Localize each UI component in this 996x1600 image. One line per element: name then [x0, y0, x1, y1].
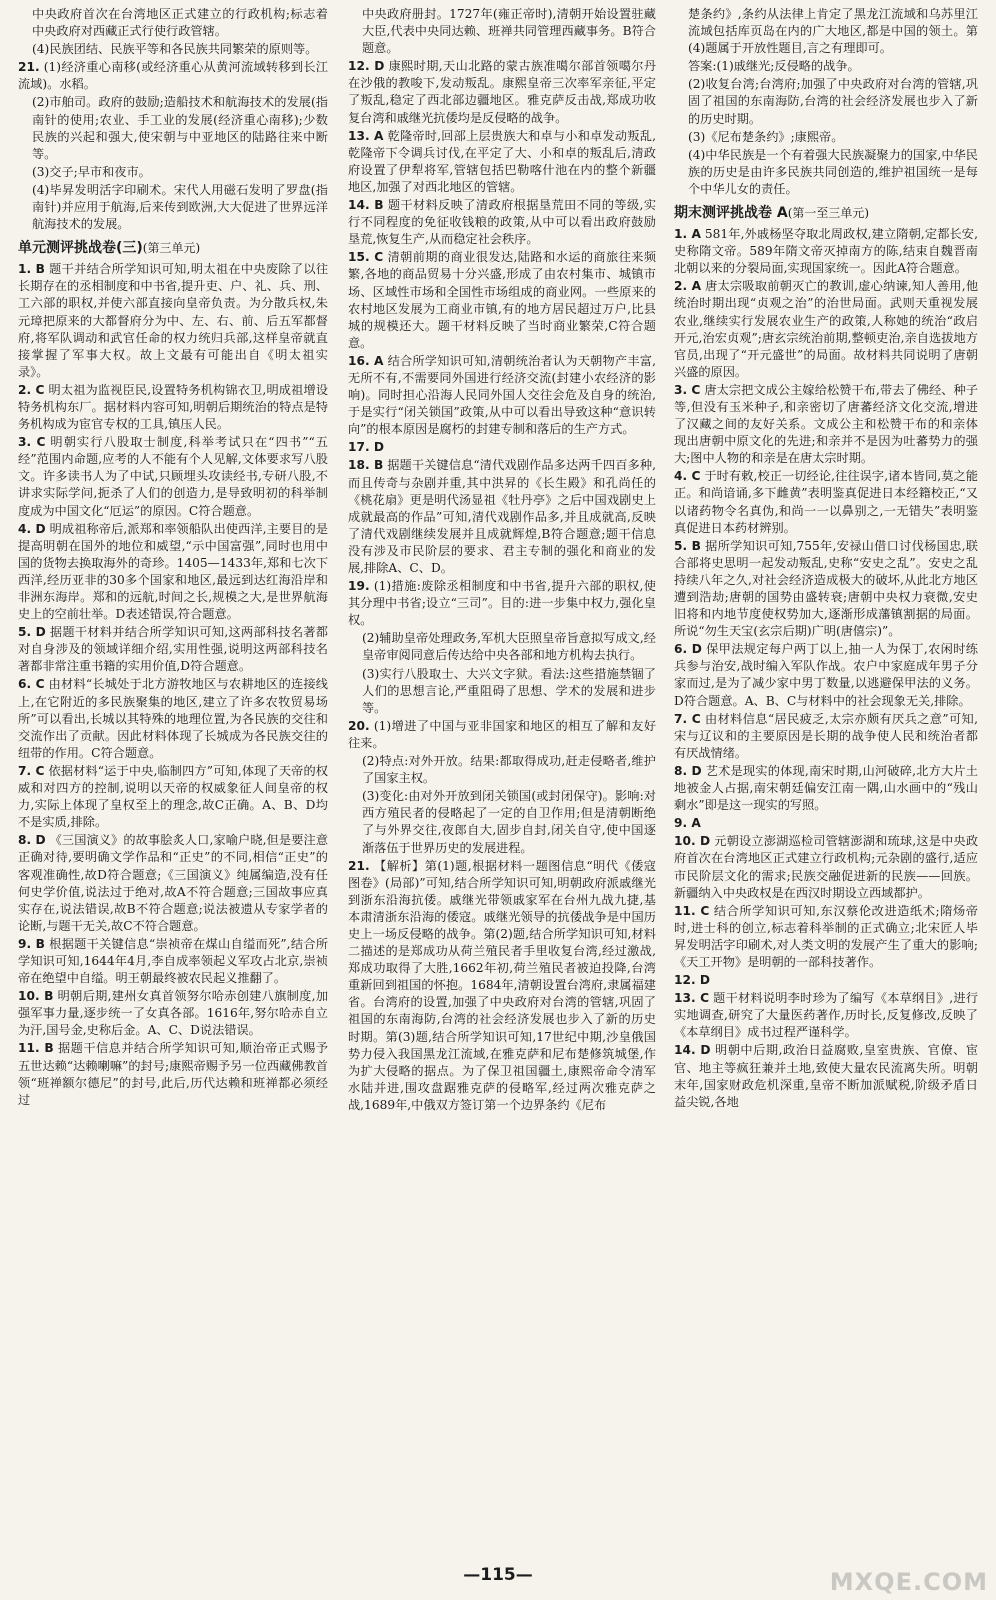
answer-item	[674, 641, 978, 709]
answer-item	[18, 59, 328, 93]
question-number: 9. A	[674, 816, 701, 831]
question-number: 12. D	[348, 59, 385, 74]
answer-text: 题干并结合所学知识可知,明太祖在中央废除了以往长期存在的丞相制度和中书省,提升吏、户、礼、兵、刑、工六部的职权,并使六部直接向皇帝负责。为分散兵权,朱元璋把原来的大都督府分为中、左、右、前、后五军都督府,将军队调动和武官任命的权力统归兵部,这样皇帝就直接掌握了军事大权。故上文最有可能出自《明太祖实录》。	[18, 262, 328, 379]
section-title: 单元测评挑战卷(三)	[18, 240, 143, 257]
answer-item	[674, 815, 978, 832]
question-number: 16. A	[348, 353, 384, 368]
question-number: 2. A	[674, 279, 702, 294]
answer-item	[348, 439, 656, 456]
answer-item	[348, 197, 656, 248]
answer-item	[18, 988, 328, 1039]
answer-text: 唐太宗把文成公主嫁给松赞干布,带去了佛经、种子等,但没有玉米种子,和亲密切了唐蕃经济文化交流,增进了汉藏之间的友好关系。文成公主和松赞干布的和亲体现出唐朝中原文化的先进;和亲并不是因为吐蕃势力的强大;图中人物的和亲是在唐太宗时期。	[674, 382, 978, 466]
answer-text: 根据题干关键信息“崇祯帝在煤山自缢而死”,结合所学知识可知,1644年4月,李自成率领起义军攻占北京,崇祯帝在绝望中自缢。明王朝最终被农民起义推翻了。	[18, 936, 328, 986]
question-number: 13. C	[674, 991, 710, 1006]
answer-item	[674, 833, 978, 901]
answer-text: (1)措施:废除丞相制度和中书省,提升六部的职权,使其分理中书省;设立“三司”。目的:进一步集中权力,强化皇权。	[348, 579, 656, 628]
column-left	[18, 6, 328, 1556]
answer-text: 题干材料反映了清政府根据垦荒田不同的等级,实行不同程度的免征收钱粮的政策,从中可以看出政府鼓励垦荒,恢复生产,从而稳定社会秩序。	[348, 198, 656, 247]
answer-item	[674, 972, 978, 989]
answer-paragraph: (2)辅助皇帝处理政务,军机大臣照皇帝旨意拟写成文,经皇帝审阅同意后传达给中央各部和地方机构去执行。	[362, 631, 656, 663]
answer-text: 明朝中后期,政治日益腐败,皇室贵族、官僚、宦官、地主等疯狂兼并土地,致使大量农民流离失所。明朝末年,国家财政危机深重,皇帝不断加派赋税,阶级矛盾日益尖锐,各地	[674, 1043, 978, 1109]
answer-item	[18, 261, 328, 381]
question-number: 1. A	[674, 227, 701, 242]
question-number: 8. D	[18, 833, 46, 848]
answer-text: 艺术是现实的体现,南宋时期,山河破碎,北方大片土地被金人占据,南宋朝廷偏安江南一隅,山水画中的“残山剩水”即是这一现实的写照。	[674, 763, 978, 813]
answer-item	[674, 990, 978, 1041]
answer-paragraph: 中央政府首次在台湾地区正式建立的行政机构;标志着中央政府对西藏正式行使行政管辖。	[32, 7, 328, 39]
answer-text: 明朝实行八股取士制度,科举考试只在“四书”“五经”范围内命题,应考的人不能有个人见解,文体要求写八股文。许多读书人为了中试,只顾埋头攻读经书,专研八股,不讲求实际学问,扼杀了人们的创造力,是导致明初的科举制度成为中国文化“厄运”的原因。C符合题意。	[18, 435, 328, 518]
question-number: 10. B	[18, 989, 54, 1004]
answer-item	[18, 763, 328, 831]
answer-text: 明太祖为监视臣民,设置特务机构锦衣卫,明成祖增设特务机构东厂。据材料内容可知,明朝后期统治的特点是特务机构成为宦官专权的工具,镇压人民。	[18, 382, 328, 432]
answer-paragraph: (2)市舶司。政府的鼓励;造船技术和航海技术的发展(指南针的使用;农业、手工业的发展(经济重心南移);少数民族的兴起和强大,使宋朝与中亚地区的陆路往来中断等。	[32, 95, 328, 161]
question-number: 8. D	[674, 763, 702, 778]
question-number: 4. D	[18, 521, 46, 536]
answer-paragraph: 答案:(1)戚继光;反侵略的战争。	[688, 59, 860, 74]
answer-item	[348, 249, 656, 352]
answer-text: 保甲法规定每户两丁以上,抽一人为保丁,农闲时练兵参与治安,战时编入军队作战。农户中家庭成年男子分家而过,是为了减少家中男丁数量,以逃避保甲法的义务。D符合题意。A、B、C与材料中的社会现象无关,排除。	[674, 642, 978, 708]
answer-text: 题干材料说明李时珍为了编写《本草纲目》,进行实地调查,研究了大量医药著作,历时长,反复修改,反映了《本草纲目》成书过程严谨科学。	[674, 991, 978, 1040]
question-number: 7. C	[674, 711, 701, 726]
section-title: 期末测评挑战卷 A	[674, 205, 788, 222]
question-number: 10. D	[674, 834, 711, 849]
answer-text: (1)经济重心南移(或经济重心从黄河流域转移到长江流域)。水稻。	[18, 60, 328, 92]
answer-text: 明成祖称帝后,派郑和率领船队出使西洋,主要目的是提高明朝在国外的地位和威望,“示中国富强”,同时也用中国的货物去换取海外的奇珍。1405—1433年,郑和七次下西洋,经历亚非的30多个国家和地区,最远到达红海沿岸和非洲东海岸。郑和的远航,时间之长,规模之大,是世界航海史上的空前壮举。D表述错误,符合题意。	[18, 521, 328, 622]
page-number: —115—	[463, 1565, 533, 1585]
answer-text: 康熙时期,天山北路的蒙古族准噶尔部首领噶尔丹在沙俄的教唆下,发动叛乱。康熙皇帝三次率军亲征,平定了叛乱,稳定了西北部边疆地区。雅克萨反击战,郑成功收复台湾和戚继光抗倭均是反侵略的战争。	[348, 59, 656, 125]
question-number: 2. C	[18, 382, 45, 397]
answer-item	[674, 538, 978, 641]
question-number: 18. B	[348, 458, 384, 473]
answer-paragraph: 楚条约》,条约从法律上肯定了黑龙江流域和乌苏里江流域包括库页岛在内的广大地区,都是中国的领土。第(4)题属于开放性题目,言之有理即可。	[688, 7, 978, 56]
answer-item	[18, 676, 328, 761]
question-number: 15. C	[348, 250, 384, 265]
answer-paragraph: (2)特点:对外开放。结果:都取得成功,赶走侵略者,维护了国家主权。	[362, 754, 656, 786]
answer-text: 唐太宗吸取前朝灭亡的教训,虚心纳谏,知人善用,他统治时期出现“贞观之治”的治世局面。武则天重视发展农业,继续实行发展农业生产的政策,人称她的统治“政启开元,治宏贞观”;唐玄宗统治前期,整顿吏治,亲自选拔地方官员,出现了“开元盛世”的局面。故材料共同说明了唐朝兴盛的原因。	[674, 279, 978, 379]
section-heading	[18, 239, 328, 257]
answer-item	[674, 382, 978, 467]
question-number: 20.	[348, 718, 370, 733]
answer-item	[674, 278, 978, 381]
answer-item	[348, 58, 656, 126]
question-number: 6. D	[674, 642, 702, 657]
question-number: 12. D	[674, 973, 710, 988]
answer-paragraph: (4)毕昇发明活字印刷术。宋代人用磁石发明了罗盘(指南针)并应用于航海,后来传到欧洲,大大促进了世界远洋航海技术的发展。	[32, 182, 328, 232]
answer-item	[18, 832, 328, 935]
answer-paragraph: (3)《尼布楚条约》;康熙帝。	[688, 129, 844, 144]
answer-text: 《三国演义》的故事脍炙人口,家喻户晓,但是要注意正确对待,要明确文学作品和“正史”的不同,相信“正史”的客观准确性,故D符合题意;《三国演义》纯属编造,没有任何史学价值,说法过于绝对,故A不符合题意;三国故事应真实存在,说法错误,故B不符合题意;说法被遗从专家学者的论断,与题干无关,故C不符合题意。	[18, 833, 328, 933]
answer-item	[18, 624, 328, 675]
answer-text: 据所学知识可知,755年,安禄山借口讨伐杨国忠,联合部将史思明一起发动叛乱,史称“安史之乱”。安史之乱持续八年之久,对社会经济造成极大的破坏,从此北方地区遭到浩劫;唐朝的国势由盛转衰;唐朝中央权力衰微,安史旧将和内地节度使权势加大,逐渐形成藩镇割据的局面。所说“勿生天宝(玄宗后期)广明(唐僖宗)”。	[674, 538, 978, 639]
answer-item	[674, 226, 978, 277]
answer-paragraph: (3)变化:由对外开放到闭关锁国(或封闭保守)。影响:对西方殖民者的侵略起了一定的自卫作用;但是清朝断绝了与外界交往,夜郎自大,固步自封,闭关自守,使中国逐渐落伍于世界历史的发展进程。	[362, 789, 656, 855]
answer-text: 由材料“长城处于北方游牧地区与农耕地区的连接线上,在它附近的多民族聚集的地区,建立了许多农牧贸易场所”可以看出,长城以其特殊的地理位置,为各民族的交往和交流作出了贡献。因此材料体现了长城成为各民族交往的纽带的作用。C符合题意。	[18, 677, 328, 760]
question-number: 21.	[348, 858, 370, 873]
answer-text: 581年,外戚杨坚夺取北周政权,建立隋朝,定都长安,史称隋文帝。589年隋文帝灭掉南方的陈,结束自魏晋南北朝以来的分裂局面,实现国家统一。因此A符合题意。	[674, 227, 978, 276]
question-number: 21.	[18, 60, 40, 75]
answer-text: 由材料信息“居民疲乏,太宗亦颇有厌兵之意”可知,宋与辽议和的主要原因是长期的战争使人民和统治者都有厌战情绪。	[674, 711, 978, 760]
answer-text: 据题干信息并结合所学知识可知,顺治帝正式赐予五世达赖“达赖喇嘛”的封号;康熙帝赐予另一位西藏佛教首领“班禅额尔德尼”的封号,此后,历代达赖和班禅都必须经过	[18, 1041, 328, 1107]
section-subtitle: (第一至三单元)	[787, 206, 870, 221]
answer-page	[18, 6, 978, 1561]
question-number: 7. C	[18, 763, 45, 778]
answer-paragraph: (2)收复台湾;台湾府;加强了中央政府对台湾的管辖,巩固了祖国的东南海防,台湾的社会经济发展也步入了新的历史时期。	[688, 77, 978, 126]
answer-item	[348, 858, 656, 1114]
answer-text: 据题干关键信息“清代戏剧作品多达两千四百多种,而且传奇与杂剧并重,其中洪昇的《长生殿》和孔尚任的《桃花扇》更是明代汤显祖《牡丹亭》之后中国戏剧史上成就最高的作品”可知,清代戏剧作品多,并且成就高,反映了清代戏剧继续发展并且成就辉煌,B符合题意;题干信息没有涉及市民阶层的要求、君主专制的强化和商业的发展,排除A、C、D。	[348, 458, 656, 575]
answer-paragraph: 中央政府册封。1727年(雍正帝时),清朝开始设置驻藏大臣,代表中央同达赖、班禅共同管理西藏事务。B符合题意。	[362, 7, 656, 56]
column-right	[674, 6, 978, 1556]
column-middle	[348, 6, 656, 1556]
answer-paragraph: (3)实行八股取士、大兴文字狱。看法:这些措施禁锢了人们的思想言论,严重阻碍了思想、学术的发展和进步等。	[362, 666, 656, 715]
answer-item	[674, 763, 978, 814]
answer-item	[18, 1040, 328, 1108]
answer-item	[348, 457, 656, 577]
answer-item	[674, 1042, 978, 1110]
question-number: 3. C	[18, 435, 46, 450]
question-number: 5. D	[18, 625, 46, 640]
section-subtitle: (第三单元)	[142, 241, 201, 256]
answer-paragraph: (3)交子;早市和夜市。	[32, 164, 151, 179]
site-watermark: MXQE.COM	[829, 1568, 988, 1596]
answer-text: 乾隆帝时,回部上层贵族大和卓与小和卓发动叛乱,乾隆帝下令调兵讨伐,在平定了大、小和卓的叛乱后,清政府设置了伊犁将军,管辖包括巴勒喀什池在内的整个新疆地区,加强了对西北地区的管辖。	[348, 128, 656, 194]
answer-text: (1)增进了中国与亚非国家和地区的相互了解和友好往来。	[348, 718, 656, 750]
answer-text: 依据材料“运于中央,临制四方”可知,体现了天帝的权威和对四方的控制,说明以天帝的权威象征人间皇帝的权力,实际上体现了皇权至上的理念,故C正确。A、B、D均不是实质,排除。	[18, 763, 328, 830]
answer-item	[18, 434, 328, 519]
answer-text: 结合所学知识可知,东汉蔡伦改进造纸术;隋炀帝时,进士科的创立,标志着科举制的正式确立;北宋匠人毕昇发明活字印刷术,对人类文明的发展产生了重大的影响;《天工开物》是明朝的一部科技著作。	[674, 903, 978, 969]
question-number: 5. B	[674, 538, 701, 553]
answer-text: 元朝设立澎湖巡检司管辖澎湖和琉球,这是中央政府首次在台湾地区正式建立行政机构;元杂剧的盛行,适应市民阶层文化的需求;民族交融促进新的民族——回族。新疆纳入中央政权是在西汉时期设立西域都护。	[674, 834, 978, 900]
question-number: 14. B	[348, 198, 384, 213]
answer-item	[18, 936, 328, 987]
answer-paragraph: (4)中华民族是一个有着强大民族凝聚力的国家,中华民族的历史是由许多民族共同创造的,维护祖国统一是每个中华儿女的责任。	[688, 147, 978, 196]
answer-item	[348, 353, 656, 438]
answer-item	[674, 903, 978, 971]
section-heading	[674, 204, 978, 222]
answer-paragraph: (4)民族团结、民族平等和各民族共同繁荣的原则等。	[32, 42, 318, 57]
question-number: 11. C	[674, 903, 710, 918]
answer-item	[348, 718, 656, 752]
question-number: 19.	[348, 579, 370, 594]
answer-item	[674, 711, 978, 762]
answer-item	[348, 578, 656, 629]
question-number: 1. B	[18, 262, 45, 277]
answer-text: 于时有敕,校正一切经论,往往误字,诸本皆同,莫之能正。和尚谙诵,多下雌黄”表明鉴真促进日本经籍校正,“又以诸药物令名真伪,和尚一一以鼻别之,一无错失”表明鉴真促进日本药材辨别。	[674, 469, 978, 535]
answer-item	[348, 128, 656, 196]
answer-text: 【解析】第(1)题,根据材料一题图信息“明代《倭寇图卷》(局部)”可知,结合所学知识可知,明朝政府派戚继光到浙东沿海抗倭。戚继光带领戚家军在台州九战九捷,基本肃清浙东沿海的倭寇。戚继光领导的抗倭战争是中国历史上一场反侵略的战争。第(2)题,结合所学知识可知,材料二描述的是郑成功从荷兰殖民者手里收复台湾,经过激战,郑成功取得了大胜,1662年初,荷兰殖民者被迫投降,台湾重新回到祖国的怀抱。1684年,清朝设置台湾府,隶属福建省。台湾府的设置,加强了中央政府对台湾的管辖,巩固了祖国的东南海防,台湾的社会经济发展也步入了新的历史时期。第(3)题,结合所学知识可知,17世纪中期,沙皇俄国势力侵入我国黑龙江流域,在雅克萨和尼布楚修筑城堡,作为扩大侵略的据点。为了保卫祖国疆土,康熙帝命令清军水陆并进,围攻盘踞雅克萨的侵略军,经过两次雅克萨之战,1689年,中俄双方签订第一个边界条约《尼布	[348, 858, 656, 1112]
answer-text: 清朝前期的商业很发达,陆路和水运的商旅往来频繁,各地的商品贸易十分兴盛,形成了由农村集市、城镇市场、区域性市场和全国性市场组成的商业网。一些原来的农村地区发展为工商业市镇,有的地方居民超过万户,比县城的规模还大。题干材料反映了当时商业繁荣,C符合题意。	[348, 250, 656, 350]
answer-item	[18, 521, 328, 624]
question-number: 17. D	[348, 440, 384, 455]
answer-text: 明朝后期,建州女真首领努尔哈赤创建八旗制度,加强军事力量,逐步统一了女真各部。1616年,努尔哈赤自立为汗,国号金,史称后金。A、C、D说法错误。	[18, 989, 328, 1038]
question-number: 6. C	[18, 677, 45, 692]
question-number: 9. B	[18, 936, 45, 951]
question-number: 3. C	[674, 382, 701, 397]
answer-item	[674, 468, 978, 536]
question-number: 4. C	[674, 469, 701, 484]
question-number: 13. A	[348, 128, 384, 143]
answer-text: 结合所学知识可知,清朝统治者认为天朝物产丰富,无所不有,不需要同外国进行经济交流(封建小农经济的影响)。同时担心沿海人民同外国人交往会危及自身的统治,于是实行“闭关锁国”政策,从中可以看出导致这种“意识转向”的根本原因是腐朽的封建专制和落后的生产方式。	[348, 353, 656, 437]
answer-text: 据题干材料并结合所学知识可知,这两部科技名著都对自身涉及的领域详细介绍,实用性强,说明这两部科技名著都非常注重书籍的实用价值,D符合题意。	[18, 625, 328, 674]
question-number: 14. D	[674, 1043, 711, 1058]
question-number: 11. B	[18, 1041, 54, 1056]
answer-item	[18, 382, 328, 433]
